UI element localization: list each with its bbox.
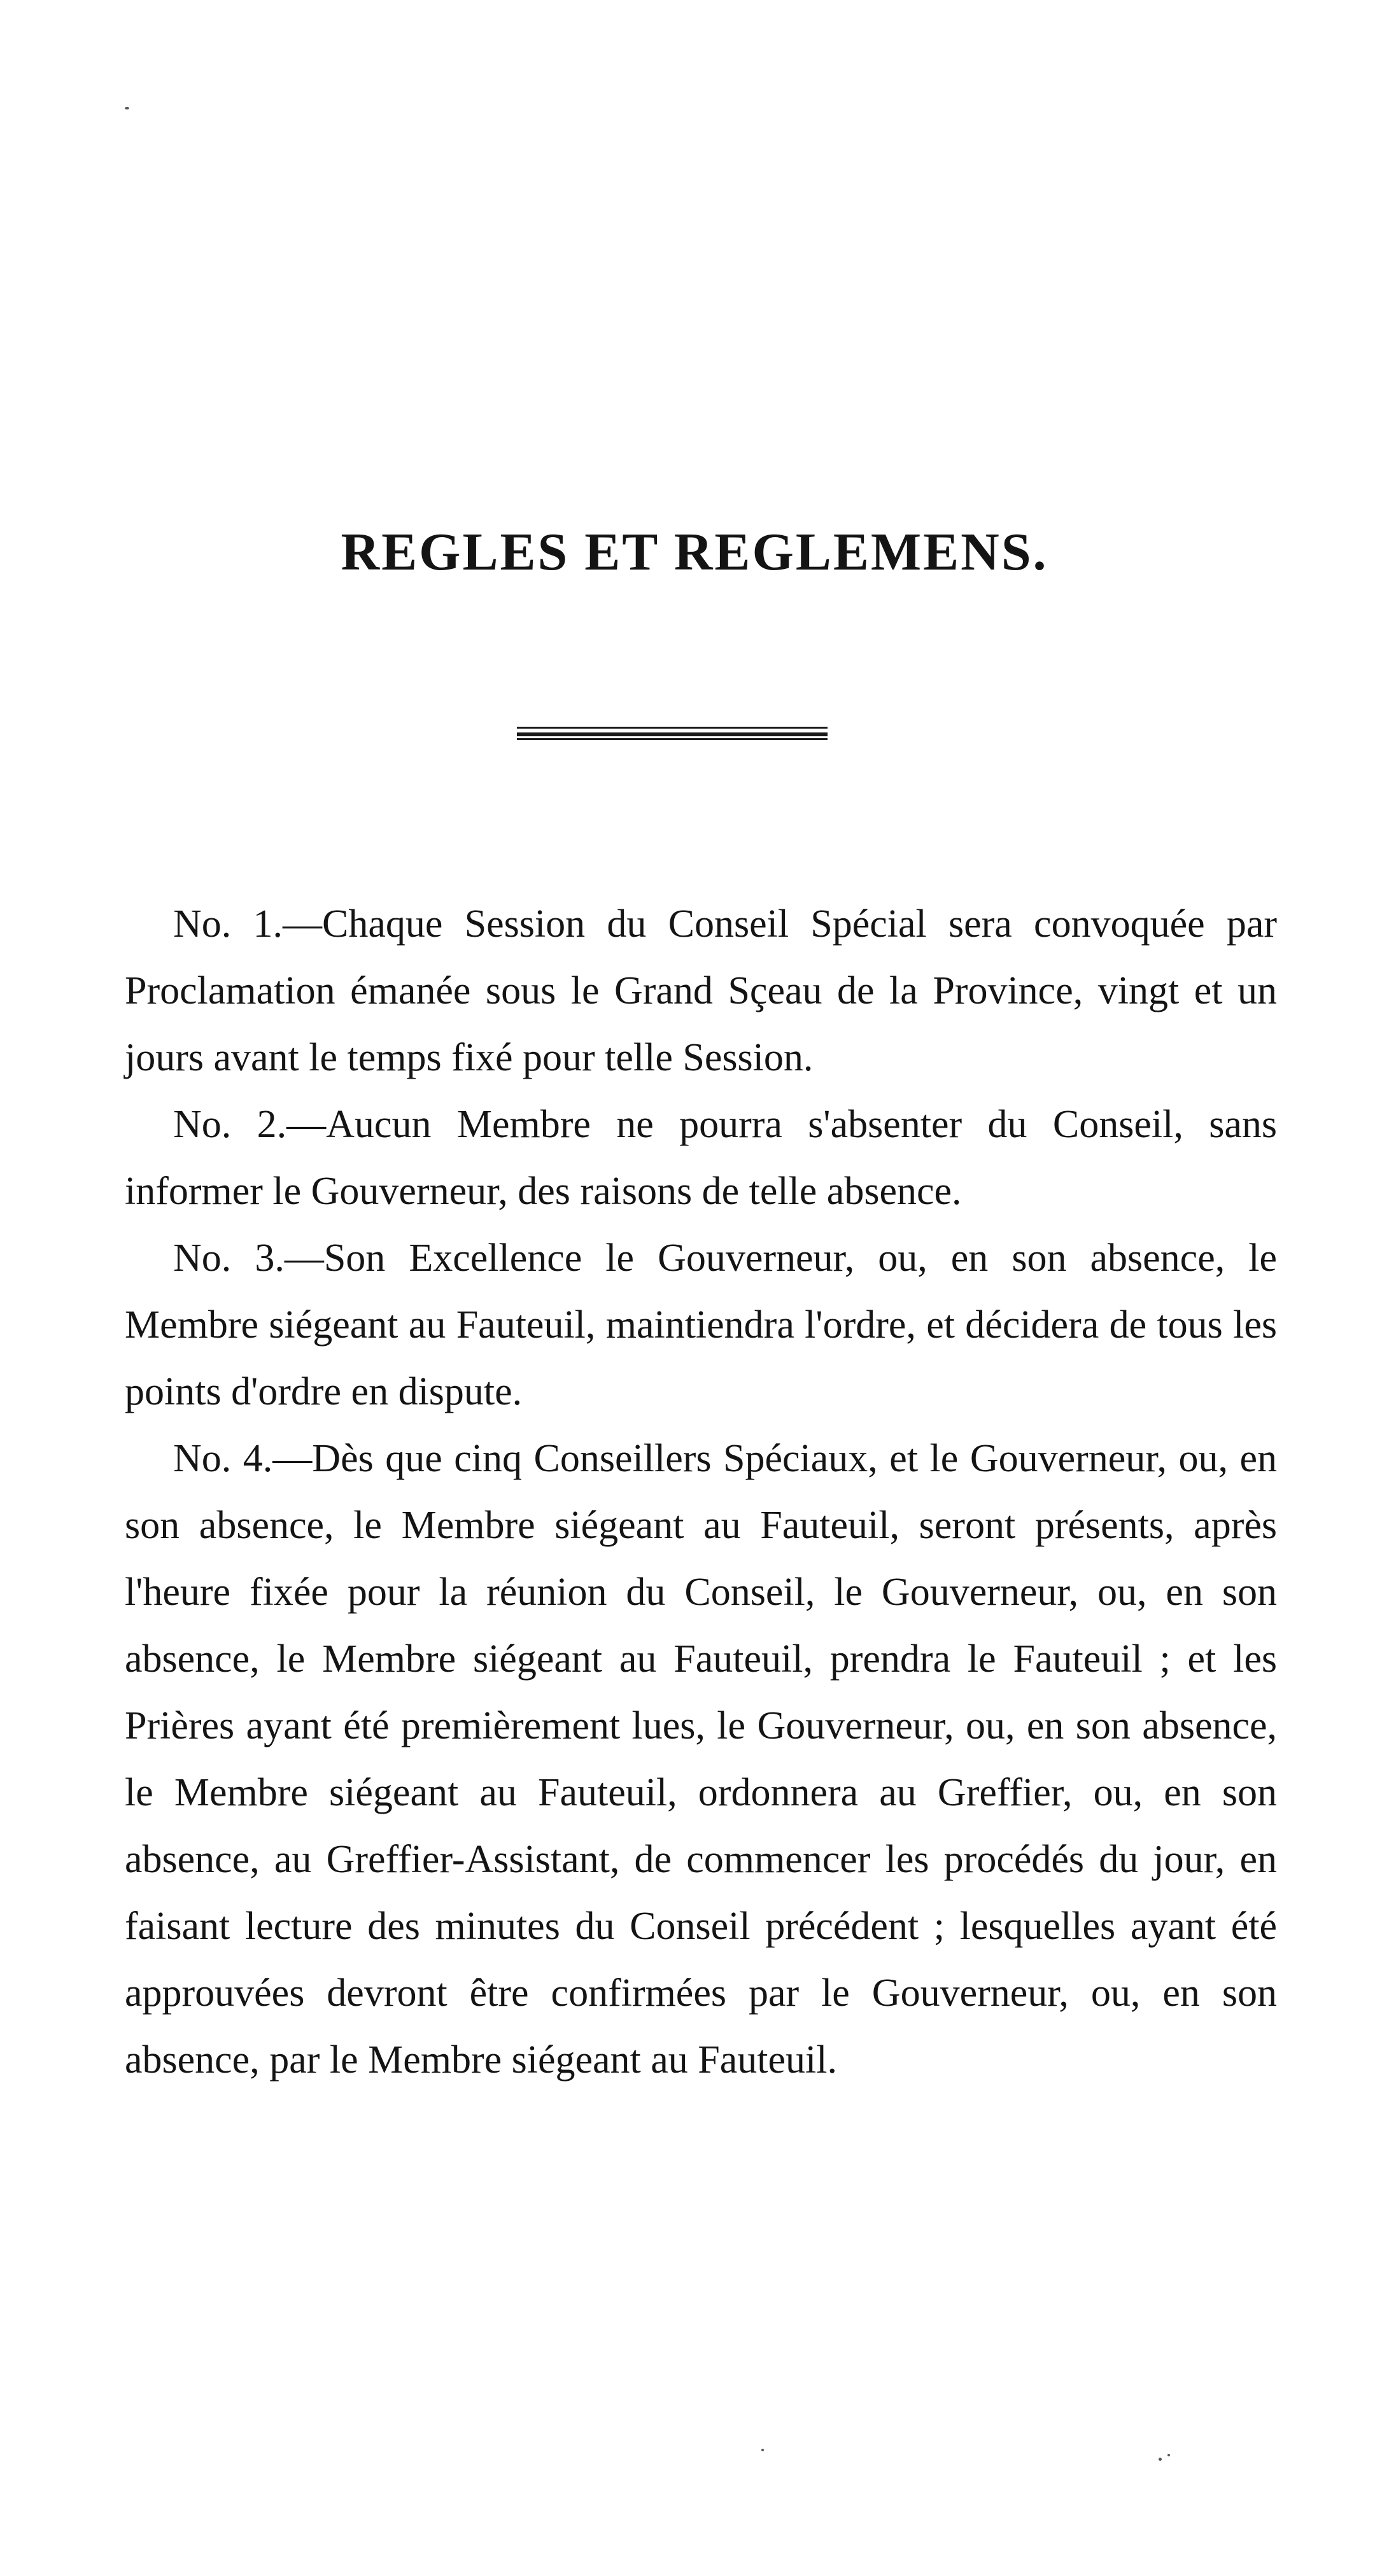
article-text: Son Excellence le Gouverneur, ou, en son absence, le Membre siégeant au Fauteuil, maintiendra l'ordre, et décidera de tous les points d'ordre en dispute. [125, 1236, 1278, 1413]
print-speck [761, 2449, 764, 2451]
article-number: No. 2.— [173, 1103, 327, 1146]
article-text: Aucun Membre ne pourra s'absenter du Conseil, sans informer le Gouverneur, des raisons de telle absence. [125, 1103, 1277, 1213]
rule-line-bottom [517, 738, 828, 740]
article-number: No. 1.— [173, 902, 323, 946]
article-number: No. 3.— [173, 1236, 324, 1280]
article-number: No. 4.— [173, 1437, 313, 1480]
print-speck [125, 107, 129, 109]
article-3 [125, 1225, 1277, 1425]
articles-body [125, 891, 1277, 2094]
print-speck [1167, 2454, 1170, 2456]
print-speck [1159, 2458, 1162, 2461]
article-text: Chaque Session du Conseil Spécial sera convoquée par Proclamation émanée sous le Grand Sçeau de la Province, vingt et un jours avant le temps fixé pour telle Session. [125, 902, 1277, 1079]
title-rule-divider [517, 727, 828, 741]
article-1 [125, 891, 1277, 1091]
article-4 [125, 1425, 1277, 2094]
rule-line-top [517, 727, 828, 729]
article-text: Dès que cinq Conseillers Spéciaux, et le Gouverneur, ou, en son absence, le Membre siégeant au Fauteuil, seront présents, après l'heure fixée pour la réunion du Conseil, le Gouverneur, ou, en son absence, le Membre siégeant au Fauteuil, prendra le Fauteuil ; et les Prières ayant été premièrement lues, le Gouverneur, ou, en son absence, le Membre siégeant au Fauteuil, ordonnera au Greffier, ou, en son absence, au Greffier-Assistant, de commencer les procédés du jour, en faisant lecture des minutes du Conseil précédent ; lesquelles ayant été approuvées devront être confirmées par le Gouverneur, ou, en son absence, par le Membre siégeant au Fauteuil. [125, 1437, 1277, 2082]
rule-line-middle [517, 732, 828, 736]
page-title: REGLES ET REGLEMENS. [341, 522, 1048, 582]
article-2 [125, 1091, 1277, 1225]
